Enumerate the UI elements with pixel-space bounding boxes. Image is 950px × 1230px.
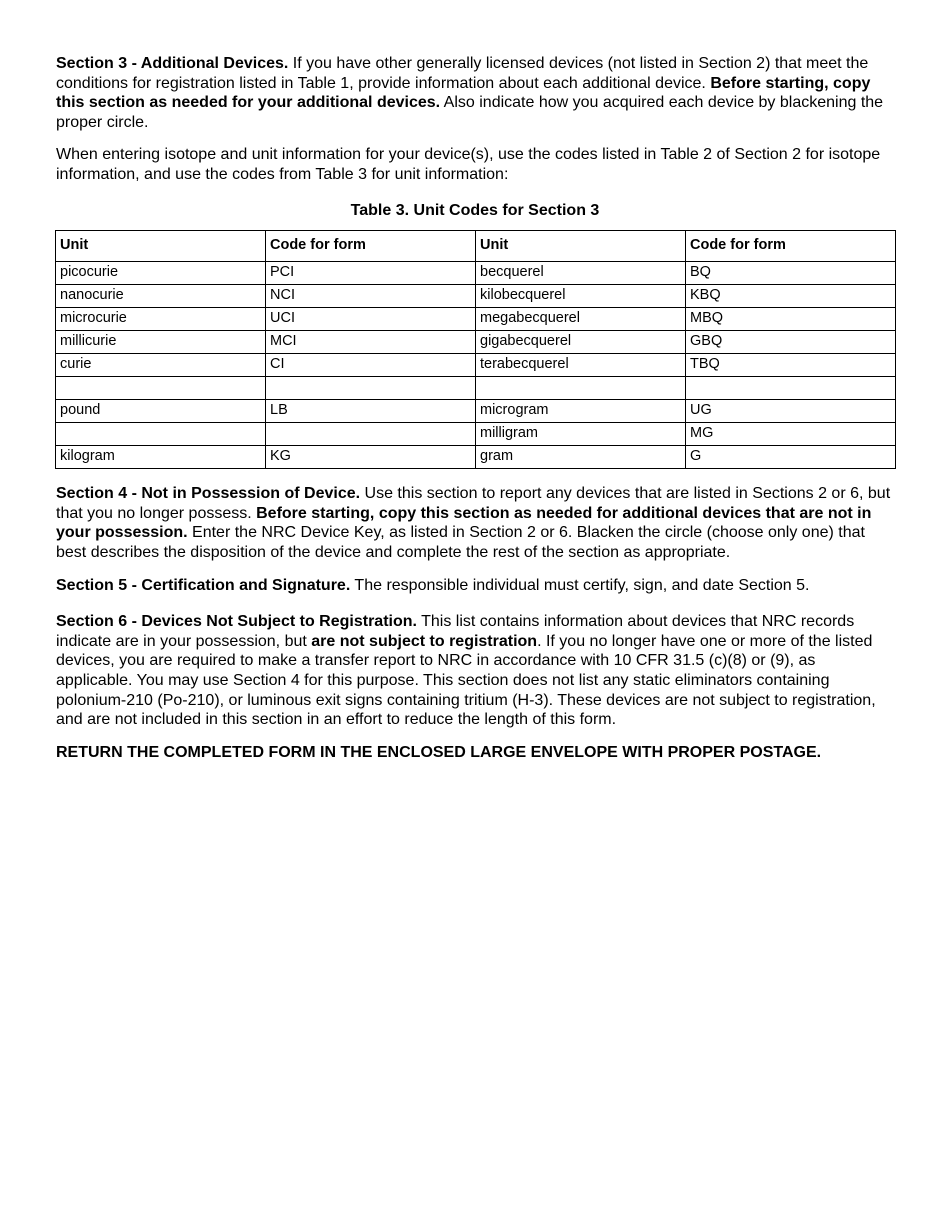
table-row xyxy=(56,331,896,354)
section5-text1: The responsible individual must certify, sign, and date Section 5. xyxy=(350,576,810,594)
table-row xyxy=(56,446,896,469)
table-cell: GBQ xyxy=(686,331,896,354)
document-page xyxy=(56,54,894,775)
table-cell: microcurie xyxy=(56,308,266,331)
section6-heading: Section 6 - Devices Not Subject to Registration. xyxy=(56,613,417,631)
table-cell: microgram xyxy=(476,400,686,423)
section4-paragraph xyxy=(56,484,894,562)
section3-bold-instruction: Before starting, copy this section as needed for your additional devices. xyxy=(56,74,871,112)
table-cell xyxy=(266,377,476,400)
isotope-note: When entering isotope and unit information for your device(s), use the codes listed in Table 2 of Section 2 for isotope information, and use the codes from Table 3 for unit information: xyxy=(56,146,881,183)
table-cell: PCI xyxy=(266,262,476,285)
section6-bold-phrase: are not subject to registration xyxy=(311,632,538,650)
section6-paragraph xyxy=(56,612,894,730)
table-row xyxy=(56,354,896,377)
table-cell: CI xyxy=(266,354,476,377)
section4-text2: Enter the NRC Device Key, as listed in Section 2 or 6. Blacken the circle (choose only one) that best describes the disposition of the device and complete the rest of the section as appropriate. xyxy=(56,524,865,561)
table-cell: picocurie xyxy=(56,262,266,285)
table-cell: nanocurie xyxy=(56,285,266,308)
table-cell: NCI xyxy=(266,285,476,308)
section4-bold-instruction: Before starting, copy this section as needed for additional devices that are not in your possession. xyxy=(56,504,872,542)
table-cell: LB xyxy=(266,400,476,423)
table-cell: KG xyxy=(266,446,476,469)
table-cell: gram xyxy=(476,446,686,469)
table-header-row xyxy=(56,231,896,262)
section5-heading: Section 5 - Certification and Signature. xyxy=(56,576,351,594)
section4-text1: Use this section to report any devices that are listed in Sections 2 or 6, but that you no longer possess. xyxy=(56,485,891,522)
table3-caption: Table 3. Unit Codes for Section 3 xyxy=(350,201,600,219)
section3-heading: Section 3 - Additional Devices. xyxy=(56,55,289,72)
table-cell: UCI xyxy=(266,308,476,331)
table-cell xyxy=(476,377,686,400)
header-unit-2: Unit xyxy=(476,231,686,262)
table-cell: TBQ xyxy=(686,354,896,377)
table-row xyxy=(56,423,896,446)
return-form-note: RETURN THE COMPLETED FORM IN THE ENCLOSED LARGE ENVELOPE WITH PROPER POSTAGE. xyxy=(56,743,822,761)
table-cell: becquerel xyxy=(476,262,686,285)
table-cell: megabecquerel xyxy=(476,308,686,331)
table-cell: gigabecquerel xyxy=(476,331,686,354)
section4-heading: Section 4 - Not in Possession of Device. xyxy=(56,485,361,503)
header-unit-1: Unit xyxy=(56,231,266,262)
section6-text1: This list contains information about devices that NRC records indicate are in your possession, but xyxy=(56,613,855,650)
table-cell: MG xyxy=(686,423,896,446)
table-cell xyxy=(686,377,896,400)
section3-text1: If you have other generally licensed devices (not listed in Section 2) that meet the conditions for registration listed in Table 1, provide information about each additional device. xyxy=(56,55,869,92)
table-row xyxy=(56,262,896,285)
table-cell: MCI xyxy=(266,331,476,354)
table-cell: KBQ xyxy=(686,285,896,308)
header-code-1: Code for form xyxy=(266,231,476,262)
table-row-empty xyxy=(56,377,896,400)
unit-codes-table xyxy=(55,230,896,469)
section5-paragraph xyxy=(56,576,894,596)
table-cell: MBQ xyxy=(686,308,896,331)
table-cell: UG xyxy=(686,400,896,423)
section6-text2: . If you no longer have one or more of the listed devices, you are required to make a transfer report to NRC in accordance with 10 CFR 31.5 (c)(8) or (9), as applicable. You may use Section 4 for this purpose. This section does not list any static eliminators containing polonium-210 (Po-210), or luminous exit signs containing tritium (H-3). These devices are not subject to registration, and are not included in this section in an effort to reduce the length of this form. xyxy=(56,632,876,729)
table-cell xyxy=(56,423,266,446)
table-row xyxy=(56,400,896,423)
table-cell: kilogram xyxy=(56,446,266,469)
table-row xyxy=(56,285,896,308)
table-cell: millicurie xyxy=(56,331,266,354)
table-cell: BQ xyxy=(686,262,896,285)
table-cell: pound xyxy=(56,400,266,423)
table-cell: kilobecquerel xyxy=(476,285,686,308)
table-cell xyxy=(266,423,476,446)
section3-text2: Also indicate how you acquired each device by blackening the proper circle. xyxy=(56,94,884,131)
header-code-2: Code for form xyxy=(686,231,896,262)
table-cell: G xyxy=(686,446,896,469)
table-cell: curie xyxy=(56,354,266,377)
section3-paragraph xyxy=(56,54,894,132)
table-cell xyxy=(56,377,266,400)
table-cell: milligram xyxy=(476,423,686,446)
table-row xyxy=(56,308,896,331)
table-cell: terabecquerel xyxy=(476,354,686,377)
